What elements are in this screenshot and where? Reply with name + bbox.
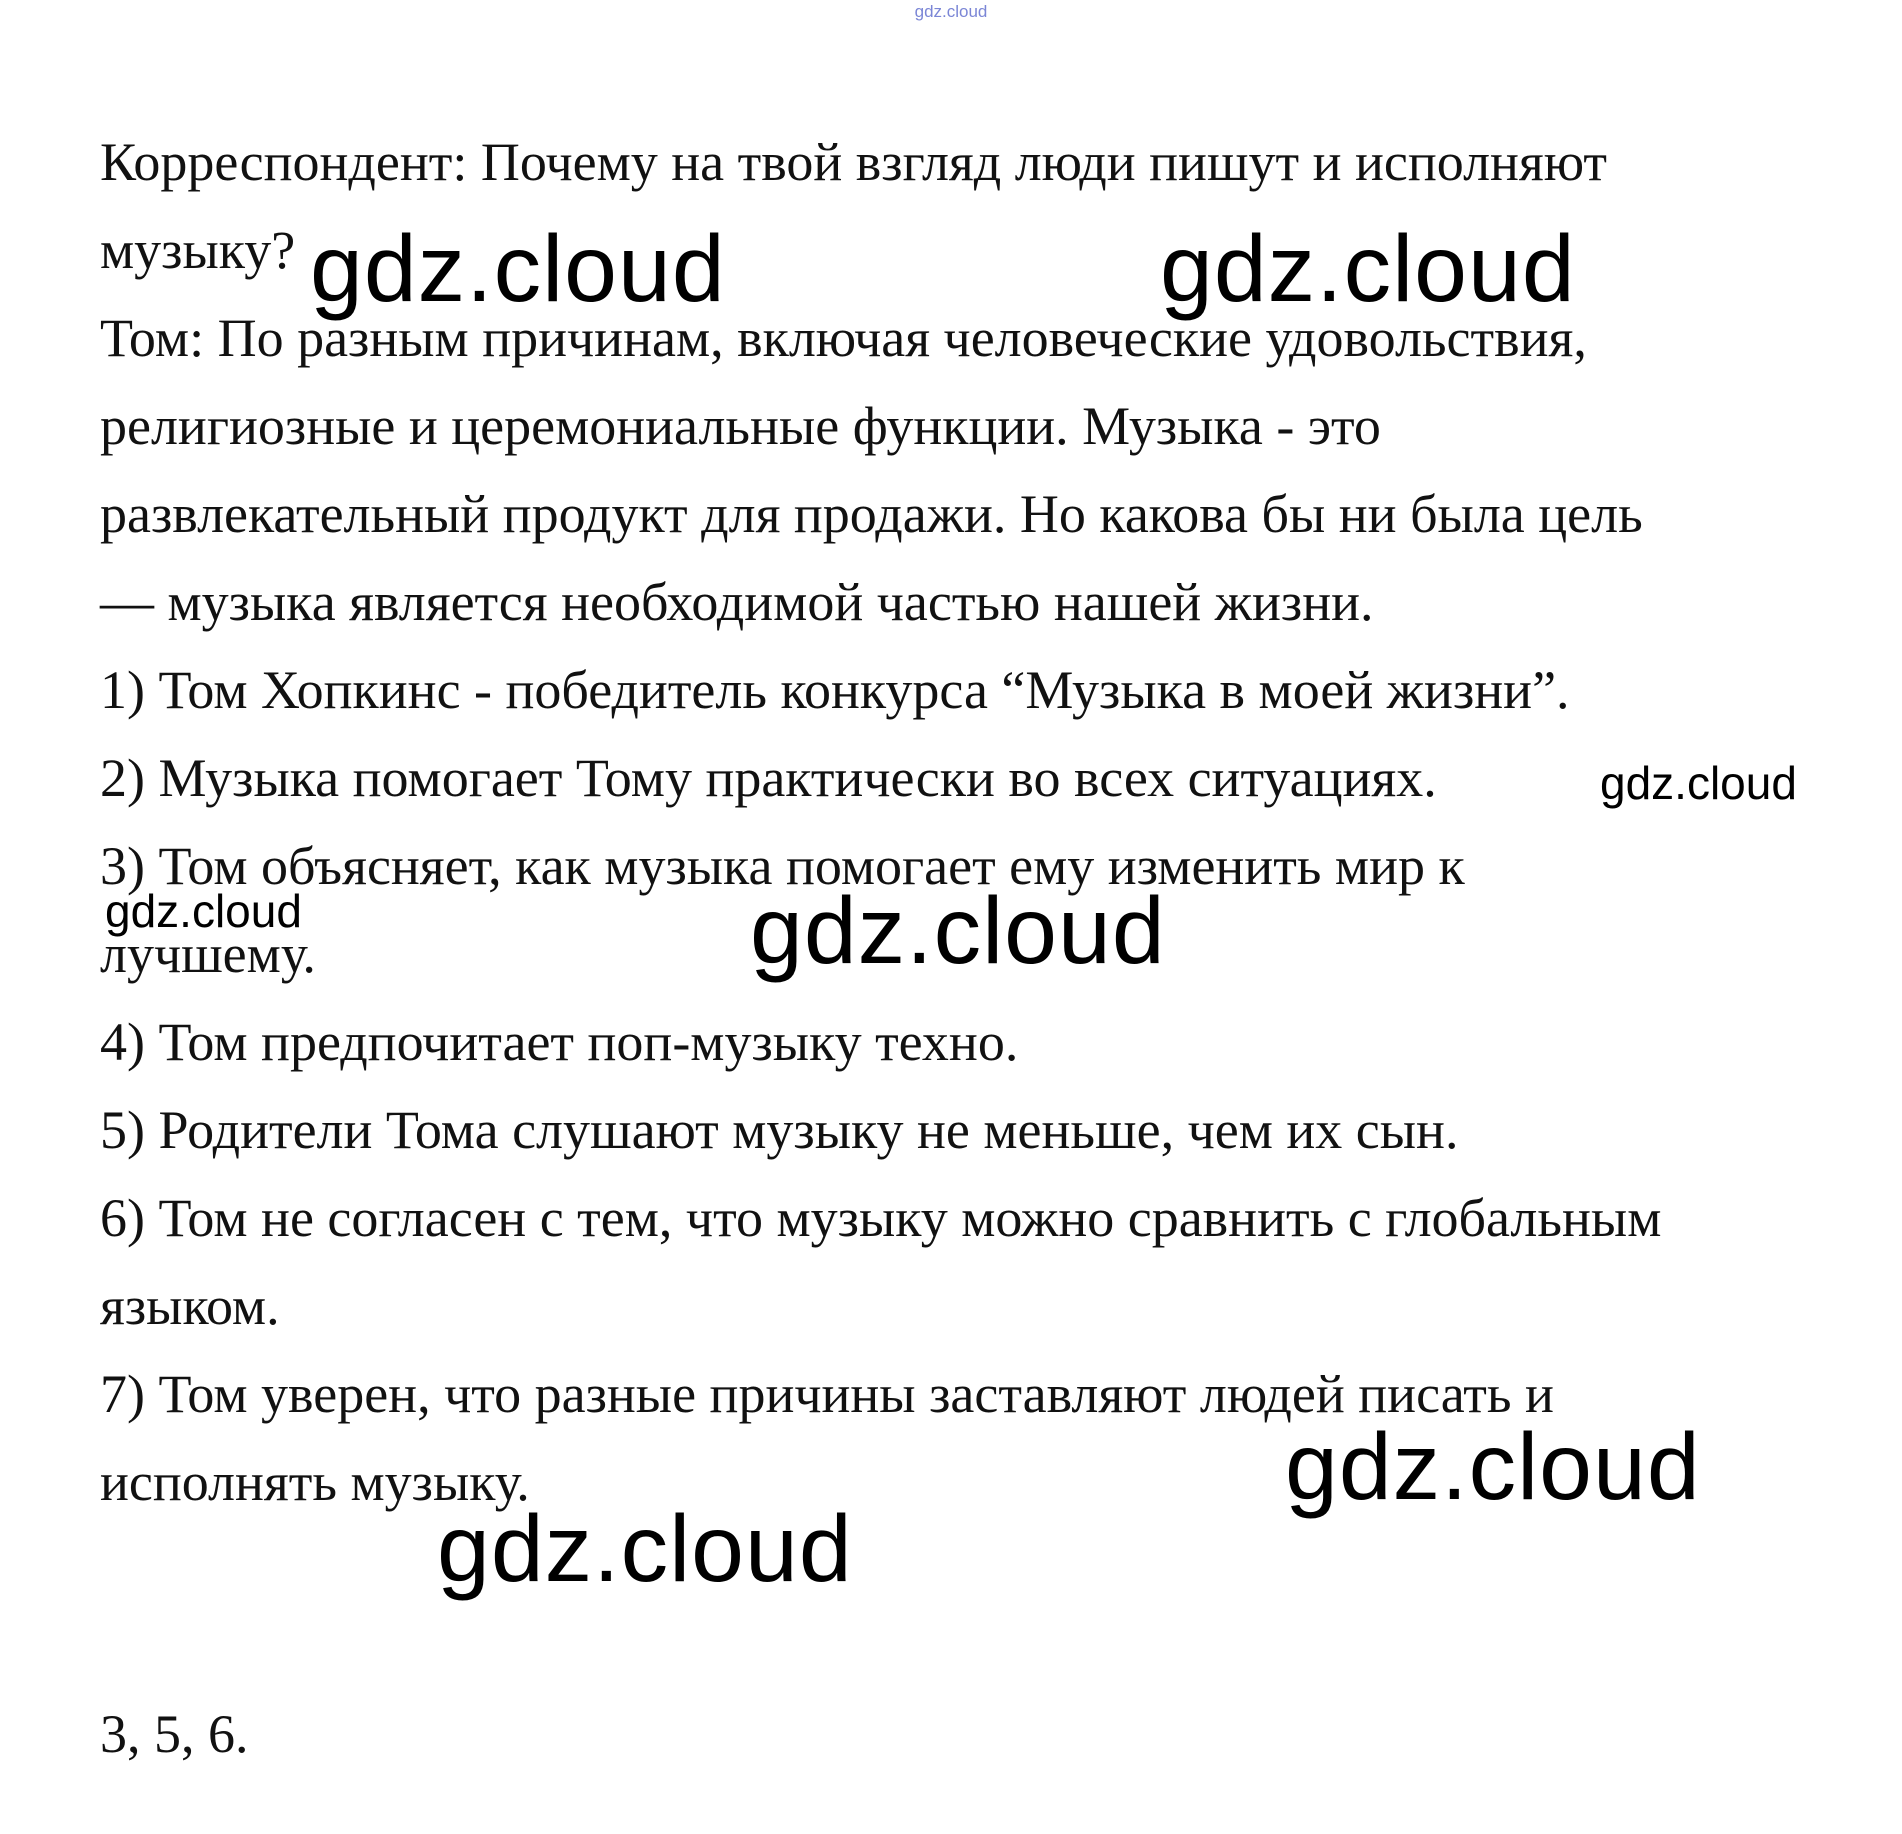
document-body — [100, 118, 1840, 1526]
top-watermark: gdz.cloud — [914, 2, 988, 21]
answer-text-line-4: — музыка является необходимой частью нашей жизни. — [100, 572, 1374, 632]
answer-text-line-2: религиозные и церемониальные функции. Музыка - это — [100, 396, 1381, 456]
statement-3-line-2: лучшему. — [100, 924, 316, 984]
statement-7-line-2: исполнять музыку. — [100, 1452, 530, 1512]
watermark-2: gdz.cloud — [1160, 216, 1576, 322]
answer-text-line-3: развлекательный продукт для продажи. Но какова бы ни была цель — [100, 484, 1643, 544]
watermark-1: gdz.cloud — [310, 216, 726, 322]
statement-6-line-2: языком. — [100, 1276, 280, 1336]
watermark-3: gdz.cloud — [1600, 757, 1797, 809]
statement-6-line-1: 6) Том не согласен с тем, что музыку можно сравнить с глобальным — [100, 1188, 1662, 1248]
final-answer: 3, 5, 6. — [100, 1704, 249, 1764]
question-line-2: музыку? — [100, 220, 296, 280]
watermark-6: gdz.cloud — [1285, 1414, 1701, 1520]
statement-3-line-1: 3) Том объясняет, как музыка помогает ему изменить мир к — [100, 836, 1465, 896]
statement-7-line-1: 7) Том уверен, что разные причины заставляют людей писать и — [100, 1364, 1554, 1424]
question-line-1: Корреспондент: Почему на твой взгляд люди пишут и исполняют — [100, 132, 1607, 192]
statement-5: 5) Родители Тома слушают музыку не меньше, чем их сын. — [100, 1100, 1459, 1160]
statement-1: 1) Том Хопкинс - победитель конкурса “Музыка в моей жизни”. — [100, 660, 1570, 720]
statement-4: 4) Том предпочитает поп-музыку техно. — [100, 1012, 1019, 1072]
watermark-7: gdz.cloud — [437, 1496, 853, 1602]
watermark-5: gdz.cloud — [750, 878, 1166, 984]
answer-text-line-1: Том: По разным причинам, включая человеческие удовольствия, — [100, 308, 1587, 368]
watermark-4: gdz.cloud — [105, 885, 302, 937]
statement-2: 2) Музыка помогает Тому практически во всех ситуациях. — [100, 748, 1437, 808]
